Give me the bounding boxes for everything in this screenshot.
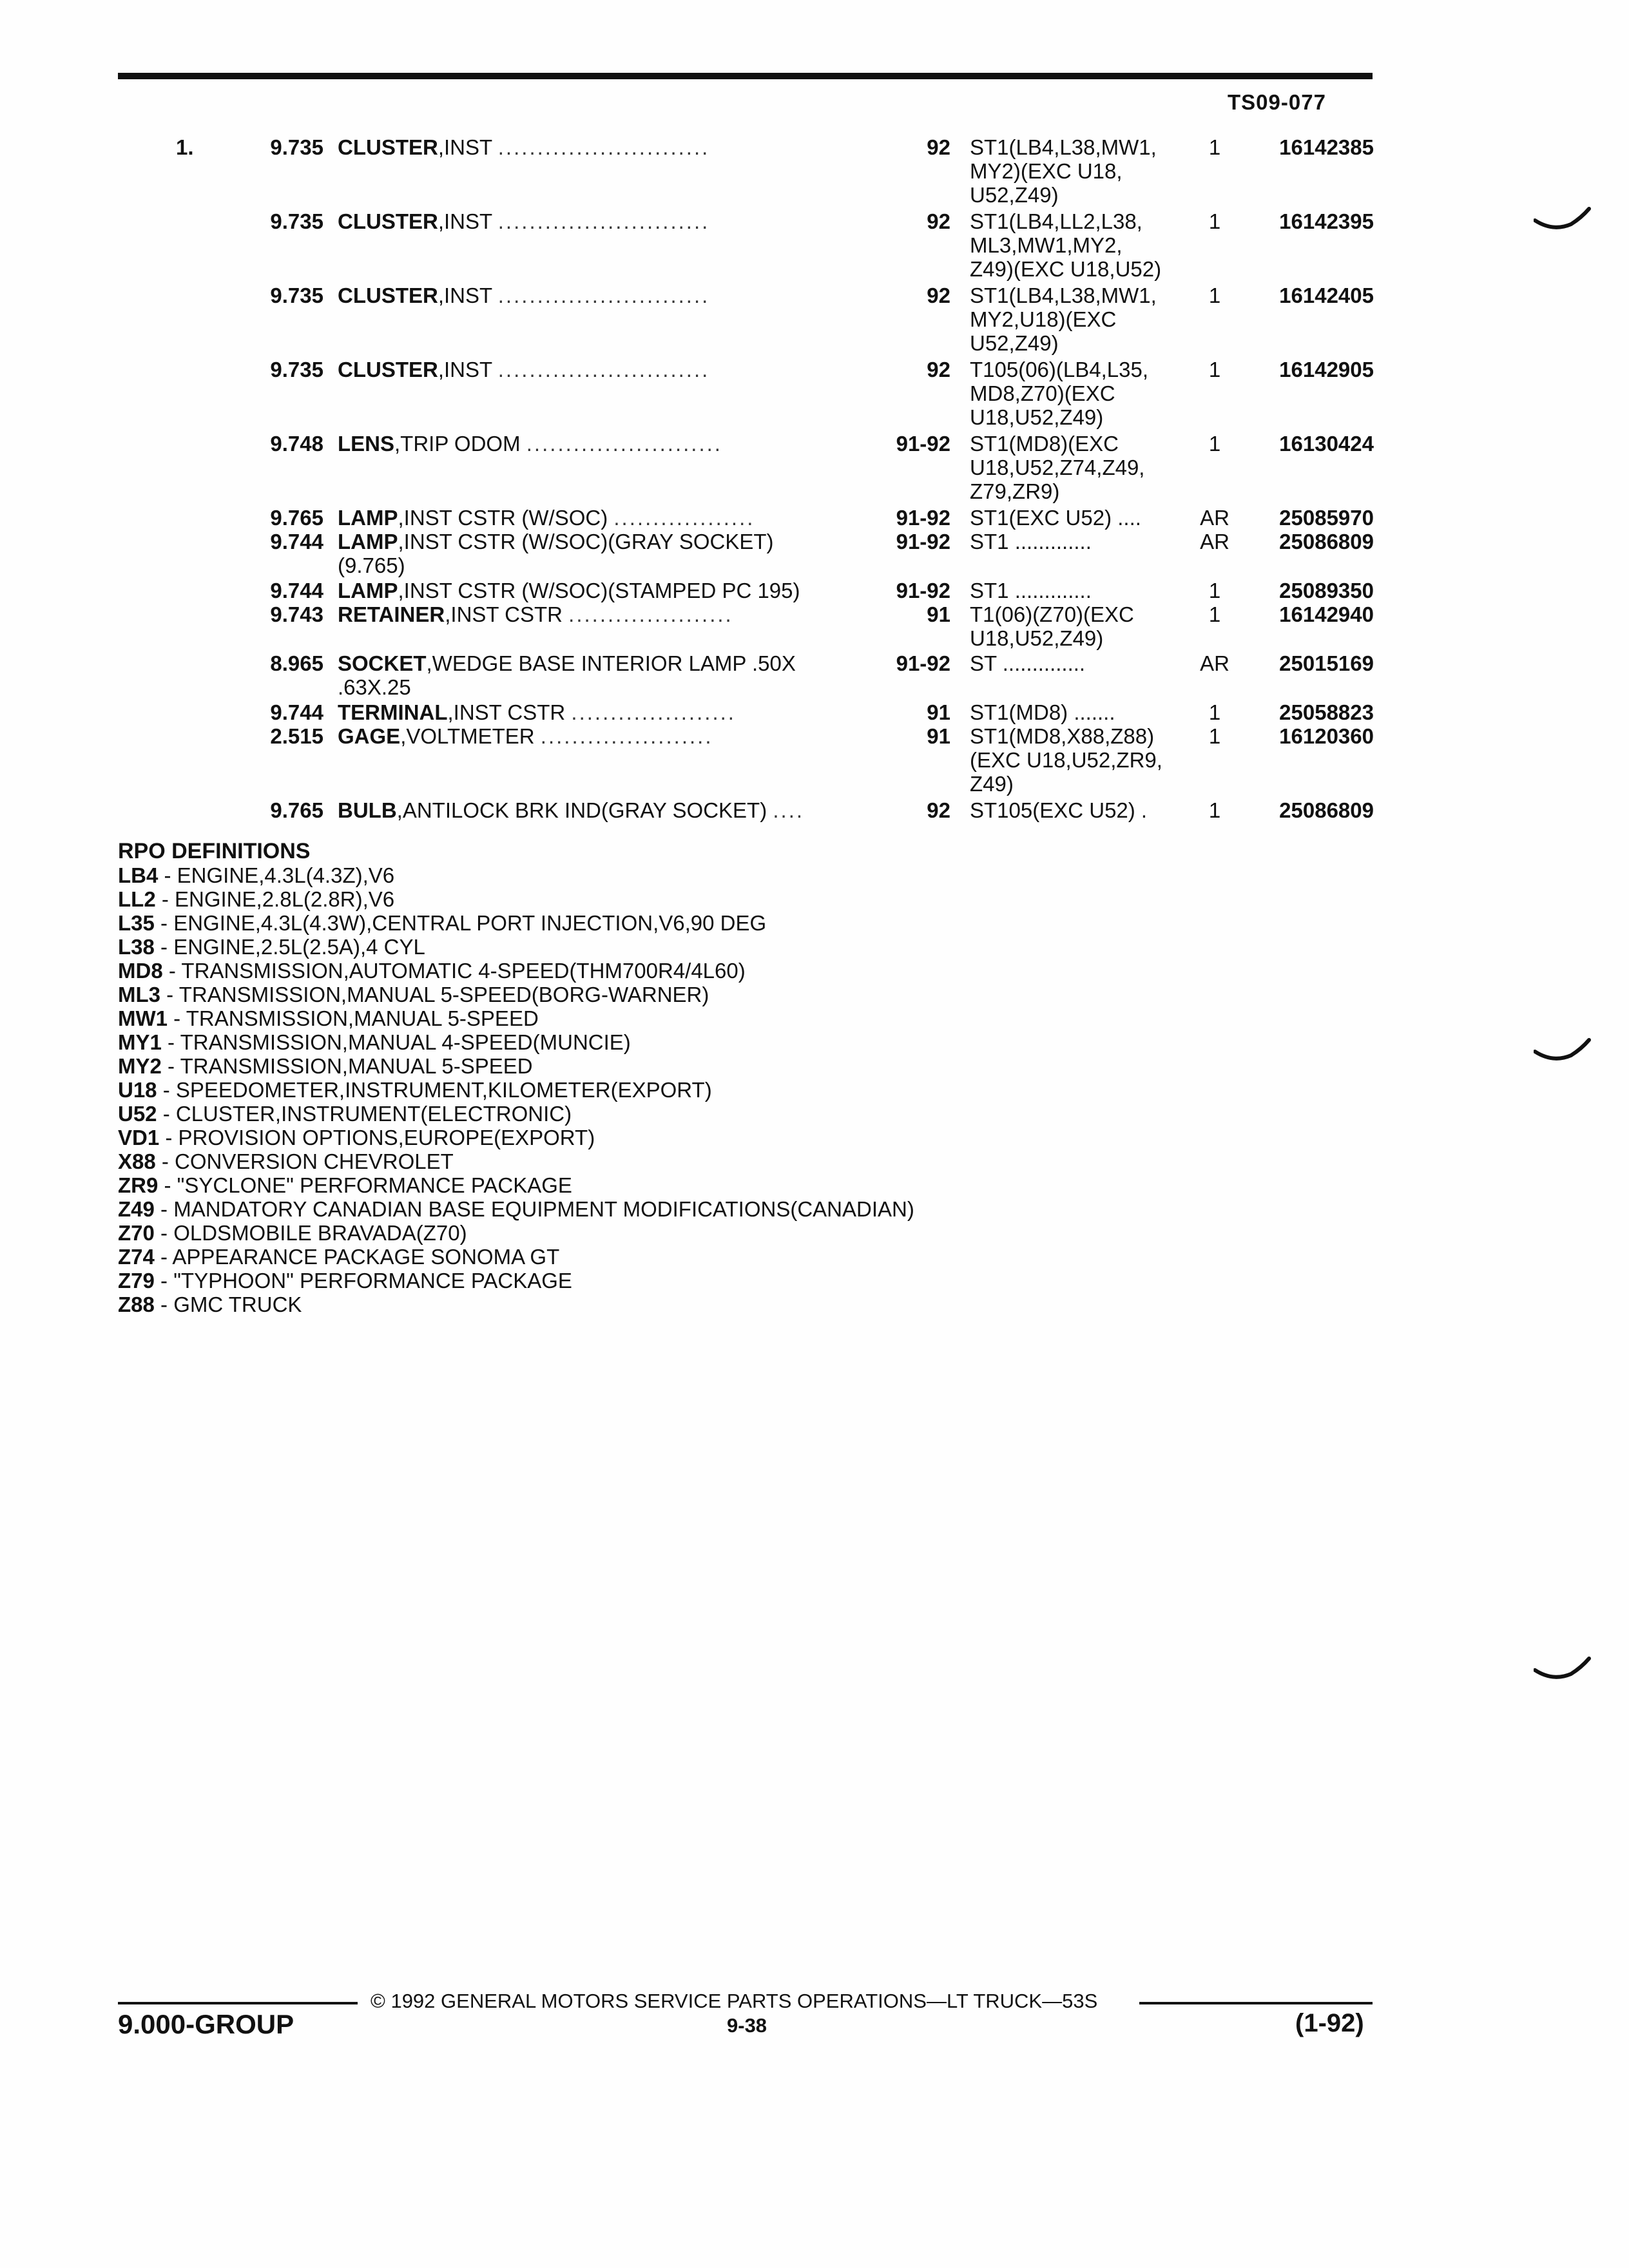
- part-name: TERMINAL: [338, 700, 448, 724]
- rpo-description: "TYPHOON" PERFORMANCE PACKAGE: [173, 1269, 572, 1293]
- quantity: 1: [1208, 579, 1221, 602]
- rpo-description: ENGINE,2.5L(2.5A),4 CYL: [173, 935, 425, 959]
- part-description: [338, 209, 866, 233]
- model-years: 91: [927, 602, 950, 626]
- footer-date: (1-92): [1295, 2009, 1364, 2037]
- usage-line: U18,U52,Z49): [970, 626, 1104, 650]
- part-description: [338, 724, 866, 748]
- part-row: [0, 602, 1629, 651]
- rpo-separator: -: [154, 1269, 174, 1293]
- rpo-description: CONVERSION CHEVROLET: [175, 1149, 454, 1173]
- quantity: 1: [1208, 724, 1221, 748]
- footer-rule-left: [118, 2002, 358, 2004]
- rpo-item: [118, 983, 1213, 1006]
- part-row: [0, 651, 1629, 700]
- model-years: 91: [927, 724, 950, 748]
- part-description: [338, 651, 866, 699]
- rpo-item: [118, 959, 1213, 983]
- dot-leader: .....................: [571, 700, 736, 724]
- part-name: CLUSTER: [338, 284, 438, 307]
- model-years: 91-92: [896, 651, 950, 675]
- rpo-description: TRANSMISSION,MANUAL 5-SPEED: [180, 1054, 533, 1078]
- part-detail-continued: (9.765): [338, 553, 405, 577]
- usage-line: ST1(MD8) .......: [970, 700, 1115, 724]
- rpo-item: [118, 1126, 1213, 1149]
- rpo-code: LL2: [118, 887, 156, 911]
- usage-line: ST1(LB4,L38,MW1,: [970, 135, 1157, 159]
- copyright-text: © 1992 GENERAL MOTORS SERVICE PARTS OPERATIONS—LT TRUCK—53S: [371, 1990, 1098, 2012]
- rpo-code: X88: [118, 1149, 156, 1173]
- rpo-separator: -: [154, 1221, 174, 1245]
- part-number: 25085970: [1279, 506, 1374, 530]
- usage-line: ST1(MD8,X88,Z88): [970, 724, 1155, 748]
- usage-line: ST ..............: [970, 651, 1086, 675]
- rpo-description: ENGINE,4.3L(4.3Z),V6: [177, 863, 395, 887]
- part-number: 16142395: [1279, 209, 1374, 233]
- part-detail: ,TRIP ODOM: [394, 432, 521, 456]
- part-number: 25089350: [1279, 579, 1374, 602]
- rpo-item: [118, 1078, 1213, 1102]
- figure-ref: 9.743: [270, 602, 323, 626]
- rpo-separator: -: [154, 1293, 174, 1316]
- model-years: 91-92: [896, 506, 950, 530]
- rpo-separator: -: [162, 959, 182, 983]
- page-number: 9-38: [727, 2014, 767, 2037]
- usage-line: ST1 .............: [970, 530, 1092, 553]
- rpo-separator: -: [155, 1149, 175, 1173]
- part-name: LAMP: [338, 506, 398, 530]
- part-detail: ,INST: [438, 209, 492, 233]
- usage-line: MY2)(EXC U18,: [970, 159, 1123, 183]
- rpo-item: [118, 1030, 1213, 1054]
- quantity: AR: [1200, 506, 1229, 530]
- usage-codes: [970, 506, 1182, 530]
- usage-codes: [970, 651, 1182, 675]
- usage-codes: [970, 432, 1182, 503]
- quantity: 1: [1208, 432, 1221, 456]
- rpo-code: MW1: [118, 1006, 168, 1030]
- part-detail: ,INST CSTR (W/SOC): [398, 506, 608, 530]
- usage-line: ST1 .............: [970, 579, 1092, 602]
- part-description: [338, 135, 866, 159]
- rpo-separator: -: [161, 1030, 180, 1054]
- part-number: 25086809: [1279, 798, 1374, 822]
- rpo-description: CLUSTER,INSTRUMENT(ELECTRONIC): [175, 1102, 572, 1126]
- rpo-separator: -: [154, 1197, 174, 1221]
- rpo-list: [118, 863, 1213, 1316]
- check-mark-icon: [1534, 1037, 1592, 1063]
- part-row: [0, 724, 1629, 797]
- rpo-code: MY1: [118, 1030, 162, 1054]
- rpo-separator: -: [158, 1173, 177, 1197]
- rpo-separator: -: [168, 1006, 186, 1030]
- quantity: 1: [1208, 602, 1221, 626]
- part-number: 25058823: [1279, 700, 1374, 724]
- usage-line: Z49)(EXC U18,U52): [970, 257, 1162, 281]
- rpo-item: [118, 1054, 1213, 1078]
- quantity: 1: [1208, 209, 1221, 233]
- rpo-separator: -: [157, 1102, 176, 1126]
- part-name: SOCKET: [338, 651, 427, 675]
- rpo-code: U52: [118, 1102, 157, 1126]
- rpo-item: [118, 1102, 1213, 1126]
- usage-codes: [970, 284, 1182, 355]
- part-row: [0, 358, 1629, 430]
- usage-line: (EXC U18,U52,ZR9,: [970, 748, 1162, 772]
- rpo-separator: -: [155, 887, 175, 911]
- figure-ref: 9.735: [270, 135, 323, 159]
- rpo-description: APPEARANCE PACKAGE SONOMA GT: [172, 1245, 560, 1269]
- quantity: 1: [1208, 135, 1221, 159]
- quantity: 1: [1208, 358, 1221, 381]
- part-number: 25086809: [1279, 530, 1374, 553]
- quantity: 1: [1208, 798, 1221, 822]
- rpo-item: [118, 911, 1213, 935]
- rpo-code: MD8: [118, 959, 163, 983]
- figure-ref: 9.735: [270, 358, 323, 381]
- check-mark-icon: [1534, 206, 1592, 232]
- usage-line: U52,Z49): [970, 183, 1059, 207]
- model-years: 91: [927, 700, 950, 724]
- usage-line: MY2,U18)(EXC: [970, 307, 1117, 331]
- part-name: RETAINER: [338, 602, 445, 626]
- dot-leader: ...........................: [497, 284, 710, 307]
- part-row: [0, 579, 1629, 602]
- figure-ref: 9.744: [270, 530, 323, 553]
- rpo-description: "SYCLONE" PERFORMANCE PACKAGE: [177, 1173, 572, 1197]
- quantity: 1: [1208, 284, 1221, 307]
- part-number: 16142905: [1279, 358, 1374, 381]
- footer-group: 9.000-GROUP: [118, 2009, 294, 2039]
- part-number: 16142405: [1279, 284, 1374, 307]
- rpo-title: RPO DEFINITIONS: [118, 839, 311, 863]
- figure-ref: 8.965: [270, 651, 323, 675]
- usage-line: ML3,MW1,MY2,: [970, 233, 1123, 257]
- figure-ref: 9.735: [270, 209, 323, 233]
- rpo-code: MY2: [118, 1054, 162, 1078]
- dot-leader: ...........................: [497, 209, 710, 233]
- part-detail-continued: .63X.25: [338, 675, 411, 699]
- part-description: [338, 284, 866, 307]
- usage-line: U52,Z49): [970, 331, 1059, 355]
- rpo-code: Z49: [118, 1197, 155, 1221]
- rpo-item: [118, 1197, 1213, 1221]
- usage-line: ST1(MD8)(EXC: [970, 432, 1119, 456]
- part-name: GAGE: [338, 724, 401, 748]
- dot-leader: ...........................: [497, 135, 710, 159]
- part-name: CLUSTER: [338, 209, 438, 233]
- usage-line: ST105(EXC U52) .: [970, 798, 1148, 822]
- rpo-item: [118, 863, 1213, 887]
- part-detail: ,VOLTMETER: [400, 724, 535, 748]
- rpo-separator: -: [161, 1054, 180, 1078]
- usage-line: Z79,ZR9): [970, 479, 1060, 503]
- rpo-separator: -: [159, 1126, 178, 1149]
- rpo-code: ML3: [118, 983, 160, 1006]
- item-number: 1.: [176, 135, 194, 159]
- rpo-item: [118, 1293, 1213, 1316]
- part-description: [338, 358, 866, 381]
- rpo-separator: -: [154, 911, 174, 935]
- part-number: 16120360: [1279, 724, 1374, 748]
- footer-rule-right: [1139, 2002, 1373, 2004]
- part-number: 16142940: [1279, 602, 1374, 626]
- usage-codes: [970, 135, 1182, 207]
- usage-codes: [970, 579, 1182, 602]
- part-detail: ,WEDGE BASE INTERIOR LAMP .50X: [426, 651, 796, 675]
- figure-ref: 9.744: [270, 579, 323, 602]
- rpo-code: ZR9: [118, 1173, 159, 1197]
- dot-leader: .....................: [568, 602, 733, 626]
- part-name: LAMP: [338, 579, 398, 602]
- part-detail: ,INST CSTR (W/SOC)(GRAY SOCKET): [398, 530, 774, 553]
- rpo-item: [118, 1006, 1213, 1030]
- usage-line: ST1(LB4,L38,MW1,: [970, 284, 1157, 307]
- part-row: [0, 209, 1629, 282]
- rpo-code: Z74: [118, 1245, 155, 1269]
- part-row: [0, 432, 1629, 505]
- rpo-item: [118, 1173, 1213, 1197]
- rpo-code: U18: [118, 1078, 157, 1102]
- rpo-separator: -: [154, 1245, 173, 1269]
- model-years: 91-92: [896, 579, 950, 602]
- part-detail: ,ANTILOCK BRK IND(GRAY SOCKET): [396, 798, 767, 822]
- rpo-description: ENGINE,4.3L(4.3W),CENTRAL PORT INJECTION,V6,90 DEG: [173, 911, 767, 935]
- part-number: 16130424: [1279, 432, 1374, 456]
- part-name: LAMP: [338, 530, 398, 553]
- part-row: [0, 135, 1629, 208]
- rpo-description: OLDSMOBILE BRAVADA(Z70): [173, 1221, 467, 1245]
- figure-ref: 2.515: [270, 724, 323, 748]
- model-years: 92: [927, 135, 950, 159]
- rpo-description: TRANSMISSION,MANUAL 5-SPEED: [186, 1006, 539, 1030]
- usage-line: U18,U52,Z49): [970, 405, 1104, 429]
- usage-codes: [970, 530, 1182, 553]
- parts-list: [0, 135, 1629, 822]
- usage-codes: [970, 724, 1182, 796]
- rpo-description: TRANSMISSION,MANUAL 5-SPEED(BORG-WARNER): [178, 983, 709, 1006]
- part-description: [338, 579, 866, 602]
- part-description: [338, 602, 866, 626]
- rpo-code: Z70: [118, 1221, 155, 1245]
- dot-leader: ......................: [540, 724, 713, 748]
- usage-codes: [970, 798, 1182, 822]
- rpo-separator: -: [158, 863, 177, 887]
- dot-leader: ...........................: [497, 358, 710, 381]
- usage-line: Z49): [970, 772, 1014, 796]
- figure-ref: 9.765: [270, 506, 323, 530]
- usage-line: T105(06)(LB4,L35,: [970, 358, 1149, 381]
- rpo-code: L35: [118, 911, 155, 935]
- part-row: [0, 506, 1629, 530]
- rpo-code: VD1: [118, 1126, 160, 1149]
- rpo-code: L38: [118, 935, 155, 959]
- part-number: 16142385: [1279, 135, 1374, 159]
- usage-line: T1(06)(Z70)(EXC: [970, 602, 1134, 626]
- rpo-description: PROVISION OPTIONS,EUROPE(EXPORT): [178, 1126, 595, 1149]
- top-rule: [118, 73, 1373, 79]
- rpo-description: SPEEDOMETER,INSTRUMENT,KILOMETER(EXPORT): [175, 1078, 712, 1102]
- part-number: 25015169: [1279, 651, 1374, 675]
- part-detail: ,INST CSTR: [445, 602, 563, 626]
- rpo-item: [118, 935, 1213, 959]
- part-description: [338, 700, 866, 724]
- part-detail: ,INST: [438, 358, 492, 381]
- part-name: CLUSTER: [338, 135, 438, 159]
- part-detail: ,INST: [438, 284, 492, 307]
- model-years: 91-92: [896, 432, 950, 456]
- rpo-separator: -: [157, 1078, 176, 1102]
- part-name: CLUSTER: [338, 358, 438, 381]
- part-description: [338, 432, 866, 456]
- part-name: LENS: [338, 432, 395, 456]
- part-description: [338, 530, 866, 577]
- usage-codes: [970, 358, 1182, 429]
- part-detail: ,INST: [438, 135, 492, 159]
- rpo-code: LB4: [118, 863, 159, 887]
- dot-leader: ..................: [613, 506, 755, 530]
- usage-codes: [970, 602, 1182, 650]
- rpo-item: [118, 1221, 1213, 1245]
- quantity: 1: [1208, 700, 1221, 724]
- usage-line: ST1(EXC U52) ....: [970, 506, 1141, 530]
- rpo-code: Z88: [118, 1293, 155, 1316]
- rpo-item: [118, 1245, 1213, 1269]
- figure-ref: 9.735: [270, 284, 323, 307]
- usage-line: U18,U52,Z74,Z49,: [970, 456, 1145, 479]
- part-row: [0, 284, 1629, 356]
- figure-ref: 9.744: [270, 700, 323, 724]
- rpo-item: [118, 1149, 1213, 1173]
- rpo-description: ENGINE,2.8L(2.8R),V6: [175, 887, 395, 911]
- part-name: BULB: [338, 798, 397, 822]
- quantity: AR: [1200, 651, 1229, 675]
- figure-ref: 9.748: [270, 432, 323, 456]
- rpo-description: TRANSMISSION,MANUAL 4-SPEED(MUNCIE): [180, 1030, 631, 1054]
- rpo-separator: -: [154, 935, 174, 959]
- rpo-description: MANDATORY CANADIAN BASE EQUIPMENT MODIFICATIONS(CANADIAN): [173, 1197, 914, 1221]
- dot-leader: ....: [773, 798, 805, 822]
- usage-codes: [970, 209, 1182, 281]
- dot-leader: .........................: [526, 432, 722, 456]
- usage-codes: [970, 700, 1182, 724]
- usage-line: MD8,Z70)(EXC: [970, 381, 1115, 405]
- rpo-item: [118, 887, 1213, 911]
- quantity: AR: [1200, 530, 1229, 553]
- part-detail: ,INST CSTR (W/SOC)(STAMPED PC 195): [398, 579, 800, 602]
- model-years: 91-92: [896, 530, 950, 553]
- rpo-description: TRANSMISSION,AUTOMATIC 4-SPEED(THM700R4/4L60): [181, 959, 746, 983]
- rpo-code: Z79: [118, 1269, 155, 1293]
- part-row: [0, 798, 1629, 822]
- part-description: [338, 506, 866, 530]
- part-detail: ,INST CSTR: [447, 700, 566, 724]
- model-years: 92: [927, 358, 950, 381]
- model-years: 92: [927, 209, 950, 233]
- part-row: [0, 700, 1629, 724]
- rpo-item: [118, 1269, 1213, 1293]
- doc-code: TS09-077: [1228, 90, 1326, 114]
- part-row: [0, 530, 1629, 579]
- usage-line: ST1(LB4,LL2,L38,: [970, 209, 1142, 233]
- model-years: 92: [927, 798, 950, 822]
- rpo-description: GMC TRUCK: [173, 1293, 302, 1316]
- rpo-separator: -: [160, 983, 179, 1006]
- check-mark-icon: [1534, 1656, 1592, 1682]
- figure-ref: 9.765: [270, 798, 323, 822]
- model-years: 92: [927, 284, 950, 307]
- part-description: [338, 798, 866, 822]
